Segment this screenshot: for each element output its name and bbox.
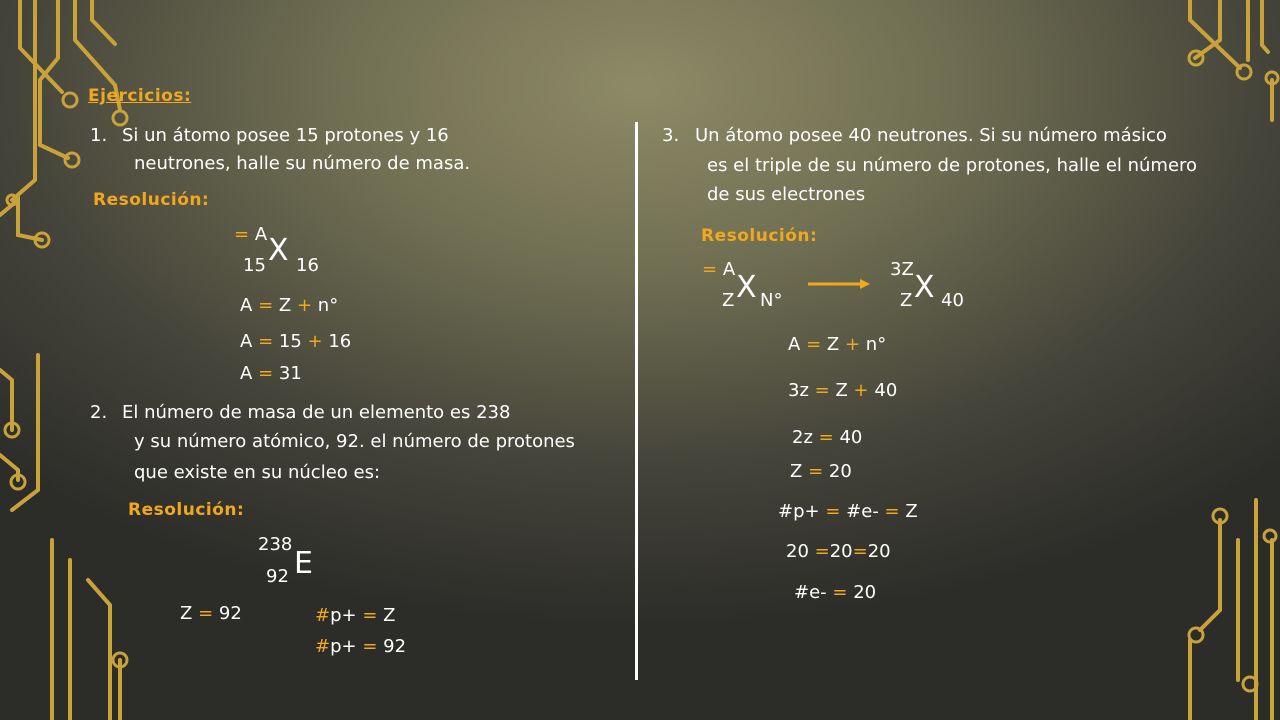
column-divider [635,122,638,680]
ex1-number: 1. [90,125,108,146]
ex3-resolution-label: Resolución: [701,226,818,246]
ex2-resolution-label: Resolución: [128,500,245,520]
ex2-atomic-number: 92 [266,566,289,587]
ex1-resolution-label: Resolución: [93,190,210,210]
ex2-text-line1: El número de masa de un elemento es 238 [122,402,511,423]
ex2-number: 2. [90,402,108,423]
ex3-number: 3. [662,125,680,146]
ex3-mass-label: = A [702,259,736,280]
ex1-mass-label [234,224,267,246]
ex1-subscript-neutrons: 16 [296,255,319,276]
ex1-formula-2: A = 15 + 16 [240,331,352,352]
ex3-formula-6: 20 =20=20 [786,541,891,562]
ex2-protons-formula-2: #p+ = 92 [315,636,407,657]
arrow-right-icon [808,278,870,290]
ex3-formula-2: 3z = Z + 40 [788,380,898,401]
ex3-text-line1: Un átomo posee 40 neutrones. Si su número másico [695,125,1167,146]
ex3-formula-1: A = Z + n° [788,334,887,355]
ex2-protons-formula-1: #p+ = Z [315,605,396,626]
ex3-formula-4: Z = 20 [790,461,852,482]
ex1-element-symbol: X [268,233,289,268]
ex3-sym2-right: 40 [941,290,964,311]
ex3-subscript-n: N° [760,290,783,311]
ex3-subscript-z: Z [722,290,735,311]
ex3-formula-7: #e- = 20 [794,582,877,603]
ex2-z-formula: Z = 92 [180,603,242,624]
ex3-formula-3: 2z = 40 [792,427,863,448]
ex3-text-line2: es el triple de su número de protones, halle el número [707,155,1198,176]
ex2-text-line2: y su número atómico, 92. el número de protones [134,431,575,452]
page-title: Ejercicios: [88,86,192,106]
ex2-element-symbol: E [294,546,313,581]
ex2-text-line3: que existe en su núcleo es: [134,462,381,483]
ex2-mass-number: 238 [258,534,293,555]
ex1-formula-3: A = 31 [240,363,302,384]
ex3-element-symbol-2: X [914,270,935,305]
ex3-sym2-top: 3Z [890,259,914,280]
ex1-formula-1: A = Z + n° [240,295,339,316]
ex3-formula-5: #p+ = #e- = Z [778,501,918,522]
ex1-eq-a: = A [234,224,268,245]
ex3-text-line3: de sus electrones [707,184,866,205]
ex1-text-line2: neutrones, halle su número de masa. [134,153,471,174]
ex1-text-line1: Si un átomo posee 15 protones y 16 [122,125,449,146]
ex1-subscript-protons: 15 [243,255,266,276]
ex3-sym2-left: Z [900,290,913,311]
ex3-element-symbol: X [736,270,757,305]
